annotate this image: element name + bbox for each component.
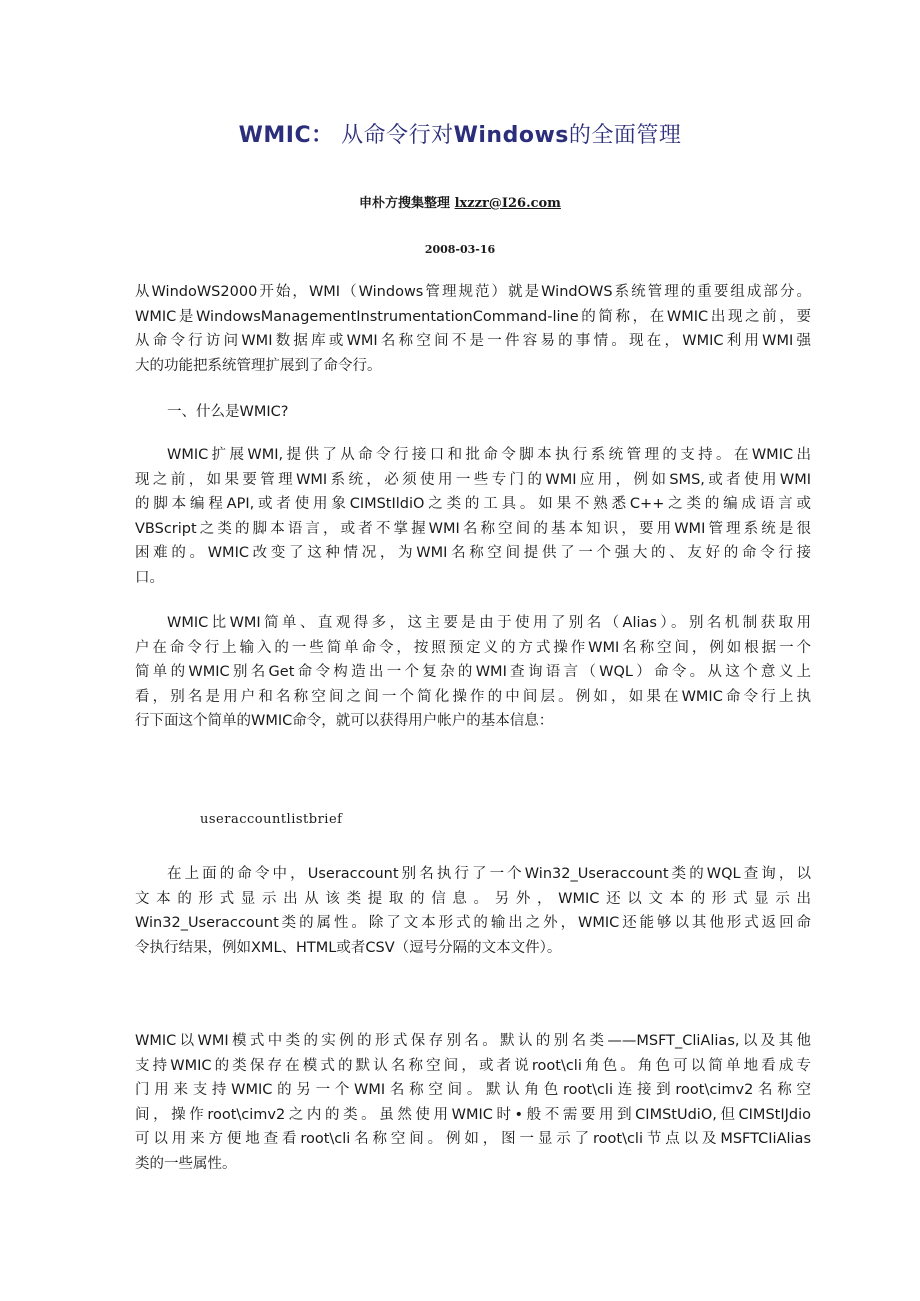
paragraph-alias: WMIC比WMI简单、直观得多，这主要是由于使用了别名（Alias）。别名机制获取用 户在命令行上输入的一些简单命令，按照预定义的方式操作WMI名称空间，例如根据一个 简单的WMIC别名Get命令构造出一个复杂的WMI查询语言（WQL）命令。从这个意义上 看，别名是用户和名称空间之间一个简化操作的中间层。例如，如果在WMIC命令行上执 行下面这个简单的WMIC命令，就可以获得用户帐户的基本信息： xyxy=(135,615,811,729)
paragraph-useraccount: 在上面的命令中，Useraccount别名执行了一个Win32_Useraccount类的WQL查询，以 文本的形式显示出从该类提取的信息。另外，WMIC还以文本的形式显示出 Win32_Useraccount类的属性。除了文本形式的输出之外，WMIC还能够以其他形式返回命 令执行结果，例如XML、HTML或者CSV（逗号分隔的文本文件）。 xyxy=(135,866,811,956)
author-line xyxy=(0,192,920,211)
paragraph-cli-namespace: WMIC以WMI模式中类的实例的形式保存别名。默认的别名类——MSFT_CliAlias,以及其他 支持WMIC的类保存在模式的默认名称空间，或者说root\cli角色。角色可以简单地看成专 门用来支持WMIC的另一个WMI名称空间。默认角色root\cli连接到root\cimv2名称空 间，操作root\cimv2之内的类。虽然使用WMIC时•般不需要用到CIMStUdiO,但CIMStIJdio 可以用来方便地查看root\cli名称空间。例如，图一显示了root\cli节点以及MSFTCIiAlias 类的一些属性。 xyxy=(135,1033,811,1172)
page-title: WMIC： 从命令行对Windows的全面管理 xyxy=(238,123,682,148)
publish-date: 2008-03-16 xyxy=(424,243,496,256)
code-sample: useraccountlistbrief xyxy=(200,812,343,827)
author-name: 申朴方搜集整理 xyxy=(359,196,451,211)
paragraph-what-is-wmic: WMIC扩展WMI,提供了从命令行接口和批命令脚本执行系统管理的支持。在WMIC出 现之前，如果要管理WMI系统，必须使用一些专门的WMI应用，例如SMS,或者使用WMI 的脚本编程API,或者使用象CIMStIldiO之类的工具。如果不熟悉C++之类的编成语言或 VBScript之类的脚本语言，或者不掌握WMI名称空间的基本知识，要用WMI管理系统是很 困难的。WMIC改变了这种情况，为WMI名称空间提供了一个强大的、友好的命令行接 口。 xyxy=(135,447,811,586)
paragraph-intro: 从WindoWS2000开始，WMI（Windows管理规范）就是WindOWS系统管理的重要组成部分。 WMIC是WindowsManagementInstrumentationCommand-line的简称，在WMIC出现之前，要 从命令行访问WMI数据库或WMI名称空间不是一件容易的事情。现在，WMIC利用WMI强 大的功能把系统管理扩展到了命令行。 xyxy=(135,284,811,374)
section-heading: 一、什么是WMIC? xyxy=(167,404,289,420)
author-email-link[interactable]: lxzzr@I26.com xyxy=(454,196,561,211)
